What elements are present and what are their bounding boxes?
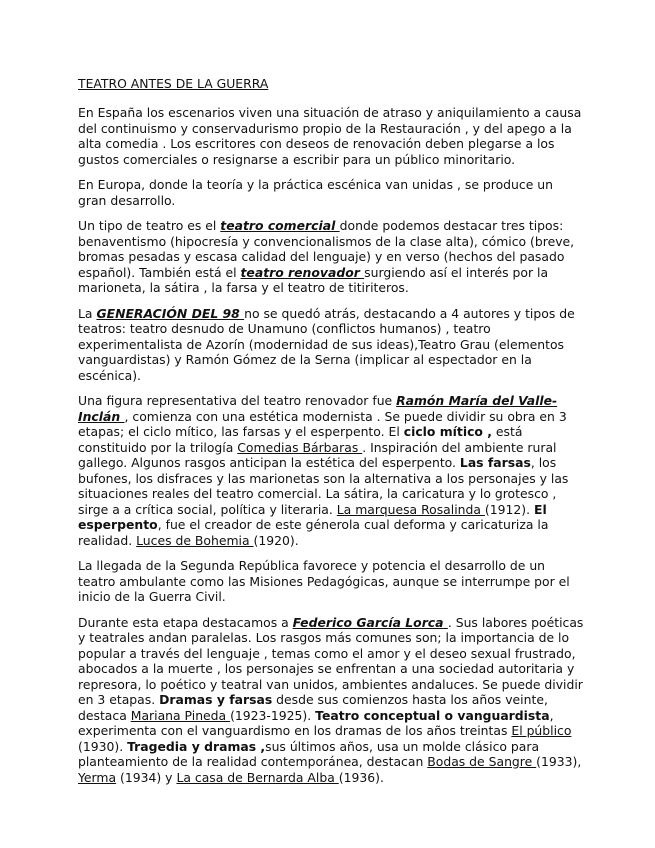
paragraph-teatro-comercial <box>78 218 585 296</box>
document-title: TEATRO ANTES DE LA GUERRA <box>78 76 269 91</box>
text-run: no se quedó atrás, destacando a 4 autores y tipos de teatros: teatro desnudo de Unamuno (conflictos humanos) , teatro experimentalista de Azorín (modernidad de sus ideas),Teatro Grau (elementos vanguardistas) y Ramón Gómez de la Serna (implicar al espectador en la escénica). <box>78 305 575 383</box>
paragraph-generacion-98 <box>78 306 585 384</box>
text-run: (1920). <box>253 532 299 548</box>
work-el-publico: El público <box>511 723 572 738</box>
text-run: , experimenta con el vanguardismo en los dramas de los años treintas <box>78 707 554 738</box>
work-casa-bernarda-alba: La casa de Bernarda Alba <box>176 769 339 785</box>
text-run: , comienza con una estética modernista . Se puede dividir su obra en 3 etapas; el ciclo mítico, las farsas y el esperpento. El <box>78 408 567 439</box>
text-run: (1912). <box>484 501 534 517</box>
term-teatro-comercial: teatro comercial <box>220 218 340 233</box>
work-mariana-pineda: Mariana Pineda <box>130 707 231 723</box>
text-run: (1933), <box>536 754 582 769</box>
work-bodas-de-sangre: Bodas de Sangre <box>427 754 537 769</box>
term-teatro-renovador: teatro renovador <box>240 264 365 280</box>
author-garcia-lorca: Federico García Lorca <box>292 614 448 630</box>
paragraph-spain: En España los escenarios viven una situación de atraso y aniquilamiento a causa del continuismo y conservadurismo propio de la Restauración , y del apego a la alta comedia . Los escritores con deseos de renovación deben plegarse a los gustos comerciales o resignarse a escribir para un público minoritario. <box>78 105 582 167</box>
text-run: sus últimos años, usa un molde clásico para planteamiento de la realidad contemporánea, destacan <box>78 738 540 769</box>
term-las-farsas: Las farsas <box>459 455 531 470</box>
text-run: (1923-1925). <box>230 707 316 723</box>
work-comedias-barbaras: Comedias Bárbaras <box>237 439 363 455</box>
work-luces-de-bohemia: Luces de Bohemia <box>136 532 254 548</box>
work-marquesa-rosalinda: La marquesa Rosalinda <box>336 501 485 517</box>
term-tragedia-y-dramas: Tragedia y dramas , <box>127 738 266 754</box>
term-generacion-98: GENERACIÓN DEL 98 <box>96 305 245 321</box>
text-run: , los bufones, los disfraces y las marionetas son la alternativa a los personajes y las situaciones reales del teatro comercial. La sátira, la caricatura y lo grotesco , sirge a a crítica social, política y literaria. <box>78 455 569 517</box>
term-teatro-conceptual: Teatro conceptual o vanguardista <box>315 707 550 723</box>
term-el-esperpento: El esperpento <box>78 501 547 532</box>
text-run: desde sus comienzos hasta los años veinte, destaca <box>78 692 548 723</box>
text-run: (1936). <box>338 769 384 785</box>
text-run: donde podemos destacar tres tipos: benaventismo (hipocresía y convencionalismos de la clase alta), cómico (breve, bromas pesadas y escasa calidad del lenguaje) y en verso (hechos del pasado español). También está el <box>78 218 575 280</box>
work-yerma: Yerma <box>78 769 117 785</box>
text-run: . Inspiración del ambiente rural gallego. Algunos rasgos anticipan la estética del esperpento. <box>78 439 557 470</box>
text-run: (1930). <box>78 738 128 754</box>
term-dramas-y-farsas: Dramas y farsas <box>159 692 273 707</box>
text-run: Una figura representativa del teatro renovador fue <box>78 393 397 408</box>
text-run: surgiendo así el interés por la marioneta, la sátira , la farsa y el teatro de titiriteros. <box>78 264 549 295</box>
paragraph-garcia-lorca <box>78 615 585 786</box>
text-run: (1934) y <box>116 769 177 785</box>
text-run: La <box>78 305 97 321</box>
paragraph-europe: En Europa, donde la teoría y la práctica escénica van unidas , se produce un gran desarrollo. <box>78 177 553 208</box>
paragraph-valle-inclan <box>78 393 585 548</box>
author-valle-inclan: Ramón María del Valle-Inclán <box>78 393 558 424</box>
text-run: , fue el creador de este génerola cual deforma y caricaturiza la realidad. <box>78 517 549 548</box>
text-run: . Sus labores poéticas y teatrales andan paralelas. Los rasgos más comunes son; la importancia de lo popular a través del lenguaje , temas como el amor y el deseo sexual frustrado, abocados a la muerte , los personajes se enfrentan a una sociedad autoritaria y represora, lo poético y teatral van unidos, ambientes andaluces. Se puede dividir en 3 etapas. <box>78 614 584 707</box>
text-run: está constituido por la trilogía <box>78 424 523 455</box>
text-run: Un tipo de teatro es el <box>78 218 221 233</box>
text-run: Durante esta etapa destacamos a <box>78 614 293 630</box>
term-ciclo-mitico: ciclo mítico , <box>403 424 492 439</box>
paragraph-segunda-republica: La llegada de la Segunda República favorece y potencia el desarrollo de un teatro ambulante como las Misiones Pedagógicas, aunque se interrumpe por el inicio de la Guerra Civil. <box>78 558 570 604</box>
